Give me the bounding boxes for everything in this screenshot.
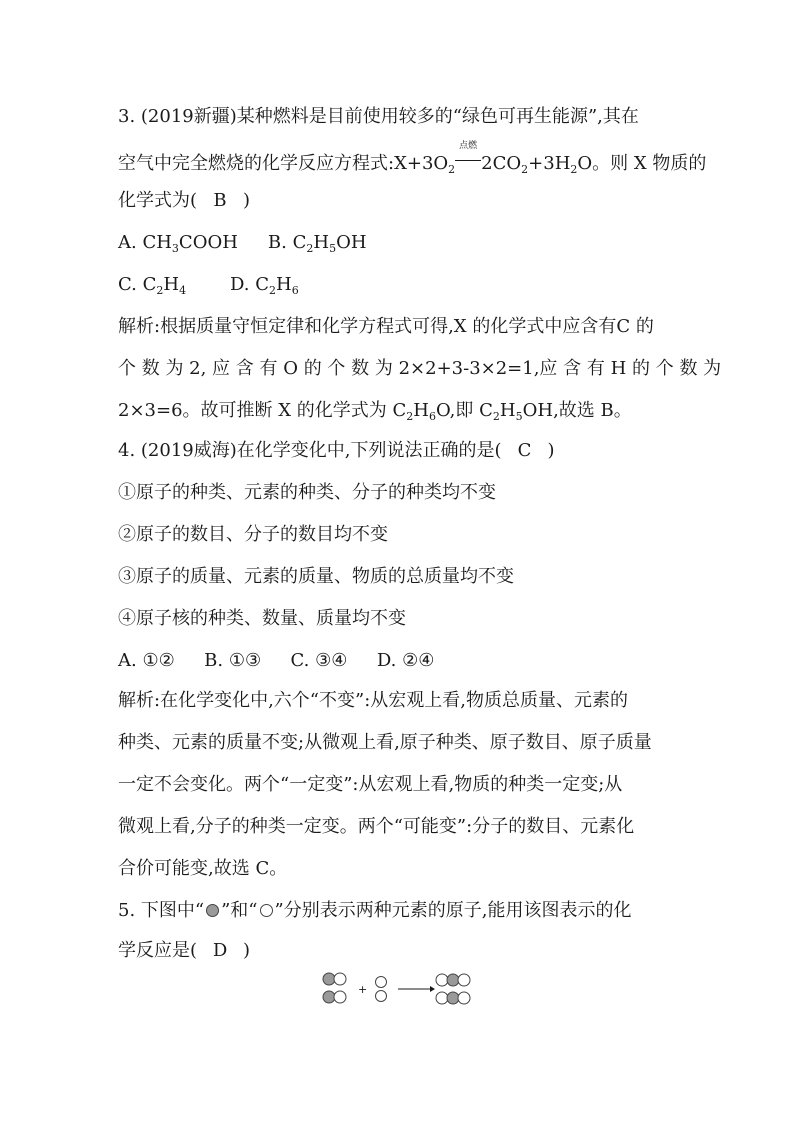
reaction-arrow	[398, 986, 435, 992]
product-molecules	[436, 974, 470, 1004]
q3-stem-line2: 空气中完全燃烧的化学反应方程式$:X+3O_2$ 点燃 $2CO_2+3H_2O$。则 X 物质的	[118, 141, 707, 176]
q4-explanation-line1: 解析:在化学变化中,六个“不变”:从宏观上看,物质总质量、元素的	[118, 690, 628, 711]
q4-stem: 4. (2019威海)在化学变化中,下列说法正确的是( C )	[118, 440, 555, 461]
q4-item-3: ③原子的质量、元素的质量、物质的总质量均不变	[118, 566, 514, 587]
q4-explanation-line3: 一定不会变化。两个“一定变”:从宏观上看,物质的种类一定变;从	[118, 774, 623, 795]
q3-options-row2	[118, 274, 299, 296]
reactant-atoms	[376, 977, 387, 1002]
q3-explanation-line3: 2×3=6。故可推断 X 的化学式为 $C_2H_6O$,即 $C_2H_5OH$,故选 B。	[118, 400, 632, 423]
reactant-molecules	[323, 973, 346, 1003]
q5-answer: D	[212, 940, 228, 961]
q3-stem-line3: 化学式为( B )	[118, 190, 251, 211]
q3-option-c: C. $C_2H_4$	[118, 274, 187, 297]
q4-answer: C	[517, 440, 532, 461]
q3-options-row1	[118, 232, 367, 254]
q4-item-2: ②原子的数目、分子的数目均不变	[118, 524, 388, 545]
q3-option-b: B. $C_2H_5OH$	[267, 232, 367, 255]
reaction-diagram	[318, 968, 478, 1012]
q3-explanation-line1: 解析:根据质量守恒定律和化学方程式可得,X 的化学式中应含有C 的	[118, 316, 654, 337]
q5-stem-line2: 学反应是( D )	[118, 940, 251, 961]
reaction-condition: 点燃	[455, 148, 481, 169]
plus-sign: +	[358, 983, 368, 996]
q4-explanation-line5: 合价可能变,故选 C。	[118, 858, 288, 879]
q4-explanation-line4: 微观上看,分子的种类一定变。两个“可能变”:分子的数目、元素化	[118, 816, 635, 837]
q4-item-1: ①原子的种类、元素的种类、分子的种类均不变	[118, 482, 496, 503]
q5-stem-line1: 5. 下图中“ ”和“ ”分别表示两种元素的原子,能用该图表示的化	[118, 900, 632, 921]
q3-stem-line1: 3. (2019新疆)某种燃料是目前使用较多的“绿色可再生能源”,其在	[118, 106, 639, 127]
q3-option-a: A. $CH_3COOH$	[118, 232, 238, 255]
filled-atom-icon	[206, 904, 219, 917]
q3-option-d: D. $C_2H_6$	[230, 274, 299, 297]
q4-explanation-line2: 种类、元素的质量不变;从微观上看,原子种类、原子数目、原子质量	[118, 732, 652, 753]
q3-answer: B	[213, 190, 227, 211]
hollow-atom-icon	[260, 904, 273, 917]
q4-item-4: ④原子核的种类、数量、质量均不变	[118, 608, 406, 629]
q3-explanation-line2: 个 数 为 2, 应 含 有 O 的 个 数 为 2×2+3-3×2=1,应 含 有 H 的 个 数 为	[118, 358, 722, 379]
q4-options: A. ①② B. ①③ C. ③④ D. ②④	[118, 650, 435, 671]
